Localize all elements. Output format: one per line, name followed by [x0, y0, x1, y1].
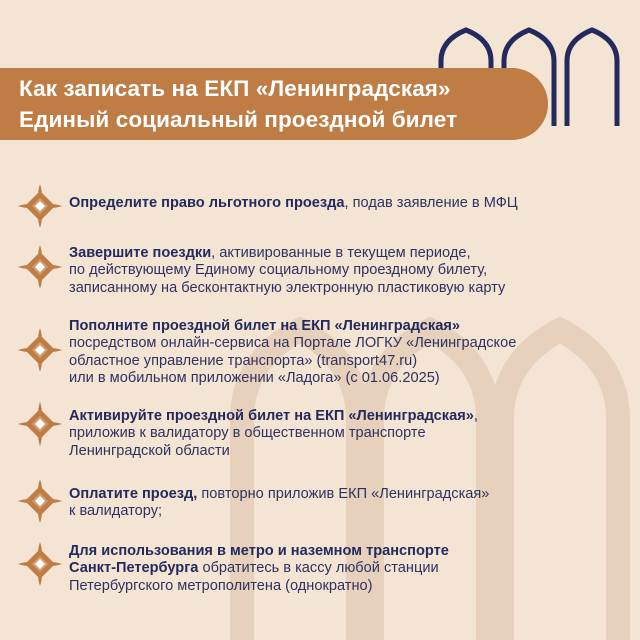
header-title: Как записать на ЕКП «Ленинградская»: [19, 76, 451, 101]
step-line: [69, 353, 629, 370]
step-regular-text: Ленинградской области: [69, 442, 230, 459]
step-line: [69, 560, 629, 577]
step-line: [69, 262, 629, 279]
step-regular-text: , активированные в текущем периоде,: [211, 245, 471, 261]
step-bold-text: Санкт-Петербурга: [69, 560, 199, 577]
step-text: [69, 318, 629, 388]
step-regular-text: , подав заявление в МФЦ: [344, 195, 518, 211]
step-line: [69, 335, 629, 352]
step-bold-text: Определите право льготного проезда: [69, 195, 345, 211]
step-line: [69, 443, 629, 460]
step-text: [69, 408, 629, 460]
step-line: [69, 543, 629, 560]
step-regular-text: областное управление транспорта» (transport47.ru): [69, 352, 418, 369]
step-line: [69, 503, 629, 520]
step-regular-text: записанному на бесконтактную электронную пластиковую карту: [69, 279, 506, 296]
diamond-flower-icon: [17, 478, 63, 524]
step-regular-text: или в мобильном приложении «Ладога» (с 01.06.2025): [69, 370, 440, 387]
step-regular-text: к валидатору;: [69, 503, 163, 520]
step-regular-text: посредством онлайн-сервиса на Портале ЛОГКУ «Ленинградское: [69, 335, 517, 352]
step-bold-text: Пополните проездной билет на ЕКП «Ленинградская»: [69, 318, 460, 334]
step-line: [69, 578, 629, 595]
header-banner: [0, 68, 548, 140]
step-line: [69, 486, 629, 503]
step-regular-text: Петербургского метрополитена (однократно): [69, 577, 373, 594]
step-line: [69, 408, 629, 425]
step-line: [69, 280, 629, 297]
step-text: [69, 543, 629, 595]
step-text: [69, 245, 629, 297]
diamond-flower-icon: [17, 541, 63, 587]
header-subtitle: Единый социальный проездной билет: [19, 107, 458, 132]
step-regular-text: ,: [473, 408, 478, 424]
step-line: [69, 318, 629, 335]
diamond-flower-icon: [17, 327, 63, 373]
step-text: [69, 486, 629, 521]
diamond-flower-icon: [17, 401, 63, 447]
step-bold-text: Для использования в метро и наземном транспорте: [69, 543, 449, 559]
step-text: [69, 195, 629, 212]
step-regular-text: обратитесь в кассу любой станции: [198, 560, 439, 577]
diamond-flower-icon: [17, 244, 63, 290]
step-line: [69, 425, 629, 442]
step-regular-text: повторно приложив ЕКП «Ленинградская»: [197, 486, 490, 502]
step-bold-text: Завершите поездки: [69, 245, 212, 261]
diamond-flower-icon: [17, 183, 63, 229]
step-bold-text: Оплатите проезд,: [69, 486, 198, 502]
step-regular-text: по действующему Единому социальному проездному билету,: [69, 262, 488, 279]
step-line: [69, 370, 629, 387]
step-line: [69, 245, 629, 262]
step-bold-text: Активируйте проездной билет на ЕКП «Ленинградская»: [69, 408, 474, 424]
step-regular-text: приложив к валидатору в общественном транспорте: [69, 425, 426, 442]
step-line: [69, 195, 629, 212]
